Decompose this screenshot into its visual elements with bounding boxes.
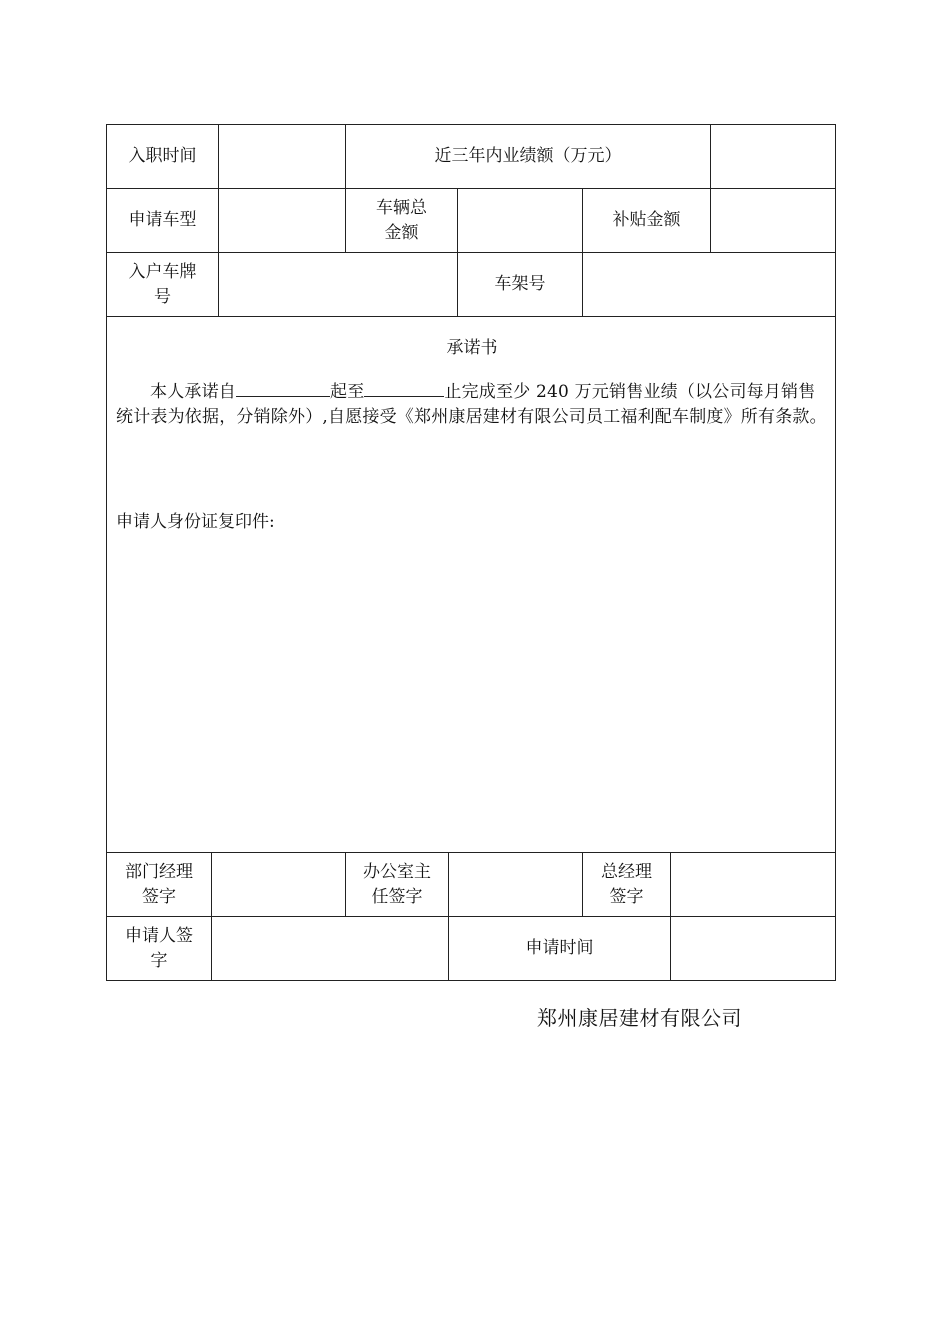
frame-number-label: 车架号 [494, 274, 546, 294]
table-border-bottom [106, 980, 836, 981]
applicant-signature-label: 申请人签字 [125, 925, 193, 971]
sales-performance-field[interactable] [711, 125, 835, 188]
subsidy-amount-field[interactable] [711, 189, 835, 252]
id-copy-label: 申请人身份证复印件: [116, 512, 275, 532]
car-model-label: 申请车型 [128, 210, 197, 230]
office-director-signature-field[interactable] [449, 853, 582, 916]
dept-manager-signature-label: 部门经理签字 [125, 861, 193, 907]
id-copy-area[interactable] [116, 545, 828, 843]
general-manager-signature-field[interactable] [671, 853, 835, 916]
row-divider-3 [106, 316, 836, 317]
apply-time-field[interactable] [671, 917, 835, 980]
pledge-section [116, 336, 828, 430]
car-model-field[interactable] [219, 189, 345, 252]
frame-number-field[interactable] [583, 253, 835, 316]
pledge-title: 承诺书 [446, 338, 498, 358]
applicant-signature-field[interactable] [212, 917, 448, 980]
pledge-end-date-blank[interactable] [364, 381, 444, 397]
pledge-text-part3: 止完成至少 240 万元销售业绩（以公司每月销售统计表为依据，分销除外）,自愿接受《郑州康居建材有限公司员工福利配车制度》所有条款。 [116, 382, 827, 427]
license-plate-label: 入户车牌号 [128, 261, 197, 307]
office-director-signature-label: 办公室主任签字 [363, 861, 431, 907]
vehicle-total-amount-label: 车辆总金额 [376, 197, 427, 243]
hire-date-field[interactable] [219, 125, 345, 188]
license-plate-field[interactable] [219, 253, 457, 316]
table-border-right [835, 124, 836, 981]
dept-manager-signature-field[interactable] [212, 853, 345, 916]
vehicle-total-amount-field[interactable] [458, 189, 582, 252]
apply-time-label: 申请时间 [525, 938, 594, 958]
subsidy-amount-label: 补贴金额 [612, 210, 681, 230]
general-manager-signature-label: 总经理签字 [601, 861, 652, 907]
pledge-start-date-blank[interactable] [236, 381, 330, 397]
pledge-text-part2: 起至 [330, 382, 365, 402]
sales-performance-label: 近三年内业绩额（万元） [434, 146, 622, 166]
pledge-text-part1: 本人承诺自 [150, 382, 236, 402]
company-name: 郑州康居建材有限公司 [537, 1006, 742, 1030]
pledge-text [116, 380, 828, 430]
hire-date-label: 入职时间 [128, 146, 197, 166]
